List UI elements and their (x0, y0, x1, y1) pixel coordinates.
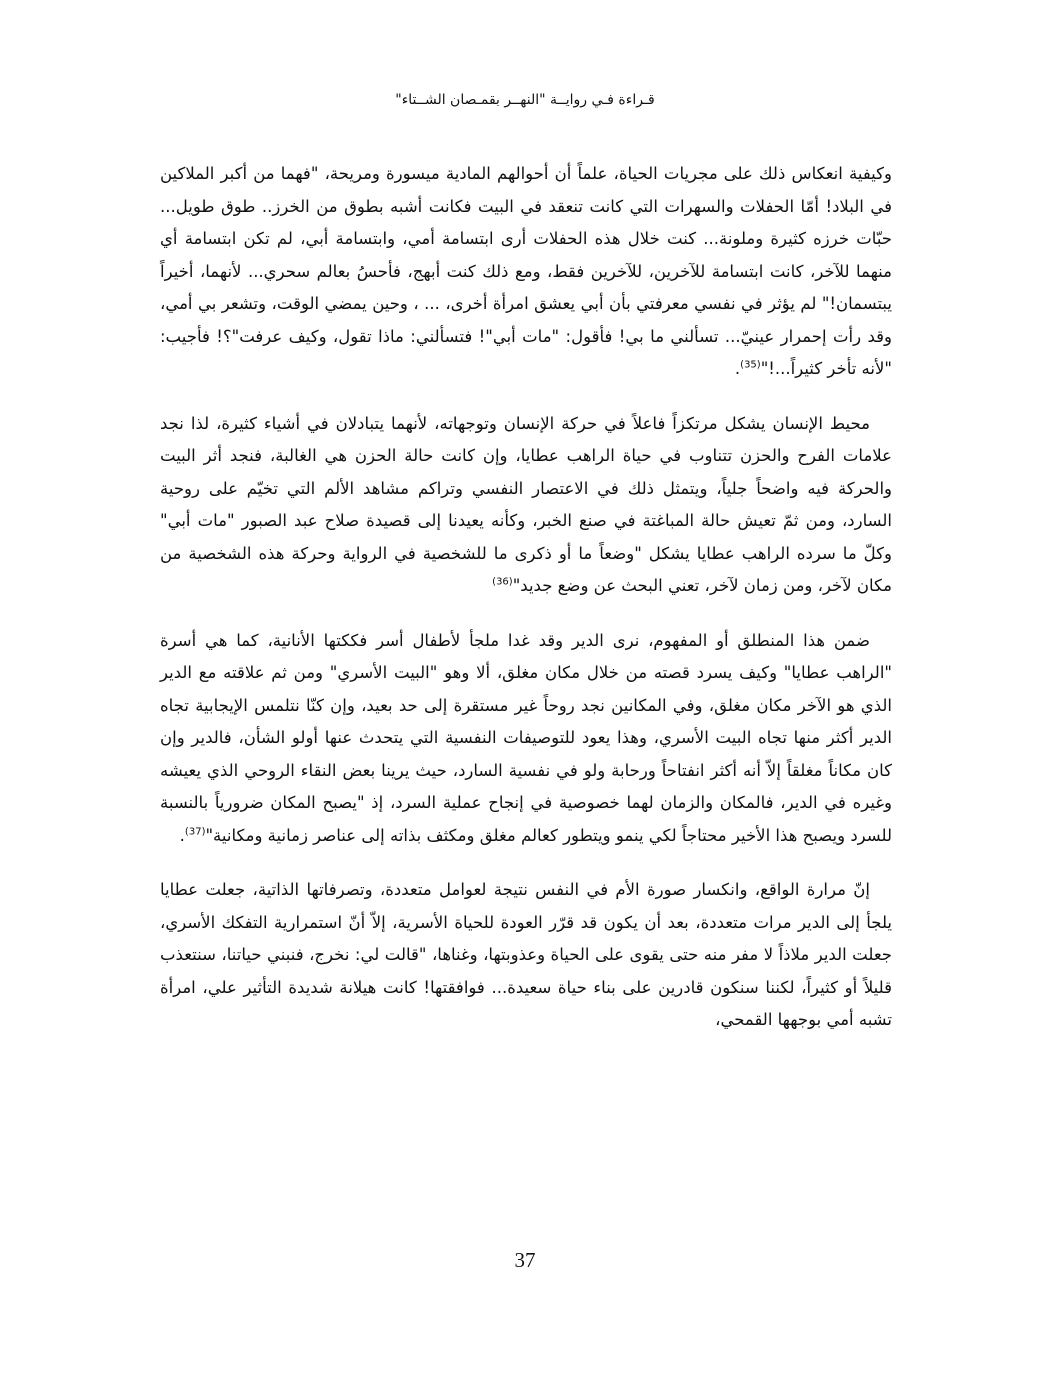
paragraph-text: محيط الإنسان يشكل مرتكزاً فاعلاً في حركة الإنسان وتوجهاته، لأنهما يتبادلان في أشياء كثيرة، لذا نجد علامات الفرح والحزن تتناوب في حياة الراهب عطايا، وإن كانت حالة الحزن هي الغالبة، فنجد أثر البيت والحركة فيه واضحاً جلياً، ويتمثل ذلك في الاعتصار النفسي وتراكم مشاهد الألم التي تخيّم على روحية السارد، ومن ثمّ تعيش حالة المباغتة في صنع الخبر، وكأنه يعيدنا إلى قصيدة صلاح عبد الصبور "مات أبي" وكلّ ما سرده الراهب عطايا يشكل "وضعاً ما أو ذكرى ما للشخصية في الرواية وحركة هذه الشخصية من مكان لآخر، ومن زمان لآخر، تعني البحث عن وضع جديد" (160, 413, 892, 595)
paragraph-text: إنّ مرارة الواقع، وانكسار صورة الأم في النفس نتيجة لعوامل متعددة، وتصرفاتها الذاتية، جعلت عطايا يلجأ إلى الدير مرات متعددة، بعد أن يكون قد قرّر العودة للحياة الأسرية، إلاّ أنّ استمرارية التفكك الأسري، جعلت الدير ملاذاً لا مفر منه حتى يقوى على الحياة وعذوبتها، وغناها، "قالت لي: نخرج، فنبني حياتنا، سنتعذب قليلاً أو كثيراً، لكننا سنكون قادرين على بناء حياة سعيدة... فوافقتها! كانت هيلانة شديدة التأثير علي، امرأة تشبه أمي بوجهها القمحي، (160, 880, 892, 1029)
page-number: 37 (514, 1248, 536, 1272)
footnote-reference: (37) (184, 826, 206, 837)
paragraph-3 (160, 625, 892, 853)
paragraph-1 (160, 158, 892, 386)
footnote-reference: (35) (740, 359, 761, 371)
body-text (160, 158, 892, 1059)
paragraph-2 (160, 408, 892, 603)
footnote-reference: (36) (492, 576, 513, 588)
running-header: قـراءة فـي روايــة "النهــر بقمـصان الشــتاء" (395, 92, 655, 108)
sentence-end: . (734, 359, 741, 378)
paragraph-text: وكيفية انعكاس ذلك على مجريات الحياة، علماً أن أحوالهم المادية ميسورة ومريحة، "فهما من أكبر الملاكين في البلاد! أمّا الحفلات والسهرات التي كانت تنعقد في البيت فكانت أشبه بطوق من الخرز.. طوق طويل... حبّات خرزه كثيرة وملونة... كنت خلال هذه الحفلات أرى ابتسامة أمي، وابتسامة أبي، لم تكن ابتسامة أي منهما للآخر، كانت ابتسامة للآخرين، للآخرين فقط، ومع ذلك كنت أبهج، فأحسُ بعالم سحري... لأنهما، أخيراً يبتسمان!" لم يؤثر في نفسي معرفتي بأن أبي يعشق امرأة أخرى، ... ، وحين يمضي الوقت، وتشعر بي أمي، وقد رأت إحمرار عينيّ... تسألني ما بي! فأقول: "مات أبي"! فتسألني: ماذا تقول، وكيف عرفت"؟! فأجيب: "لأنه تأخر كثيراً...!" (160, 164, 892, 378)
paragraph-text: ضمن هذا المنطلق أو المفهوم، نرى الدير وقد غدا ملجأ لأطفال أسر فككتها الأنانية، كما هي أسرة "الراهب عطايا" وكيف يسرد قصته من خلال مكان مغلق، ألا وهو "البيت الأسري" ومن ثم علاقته مع الدير الذي هو الآخر مكان مغلق، وفي المكانين نجد روحاً غير مستقرة إلى حد بعيد، وإن كنّا نتلمس الإيجابية تجاه الدير أكثر منها تجاه البيت الأسري، وهذا يعود للتوصيفات النفسية التي يتحدث عنها أولو الشأن، فالدير وإن كان مكاناً مغلقاً إلاّ أنه أكثر انفتاحاً ورحابة ولو في نفسية السارد، حيث يرينا بعض النقاء الروحي الذي يعيشه وغيره في الدير، فالمكان والزمان لهما خصوصية في إنجاح عملية السرد، إذ "يصبح المكان ضرورياً بالنسبة للسرد ويصبح هذا الأخير محتاجاً لكي ينمو ويتطور كعالم مغلق ومكثف بذاته إلى عناصر زمانية ومكانية" (160, 630, 892, 845)
paragraph-4 (160, 874, 892, 1037)
sentence-end: . (179, 825, 185, 845)
